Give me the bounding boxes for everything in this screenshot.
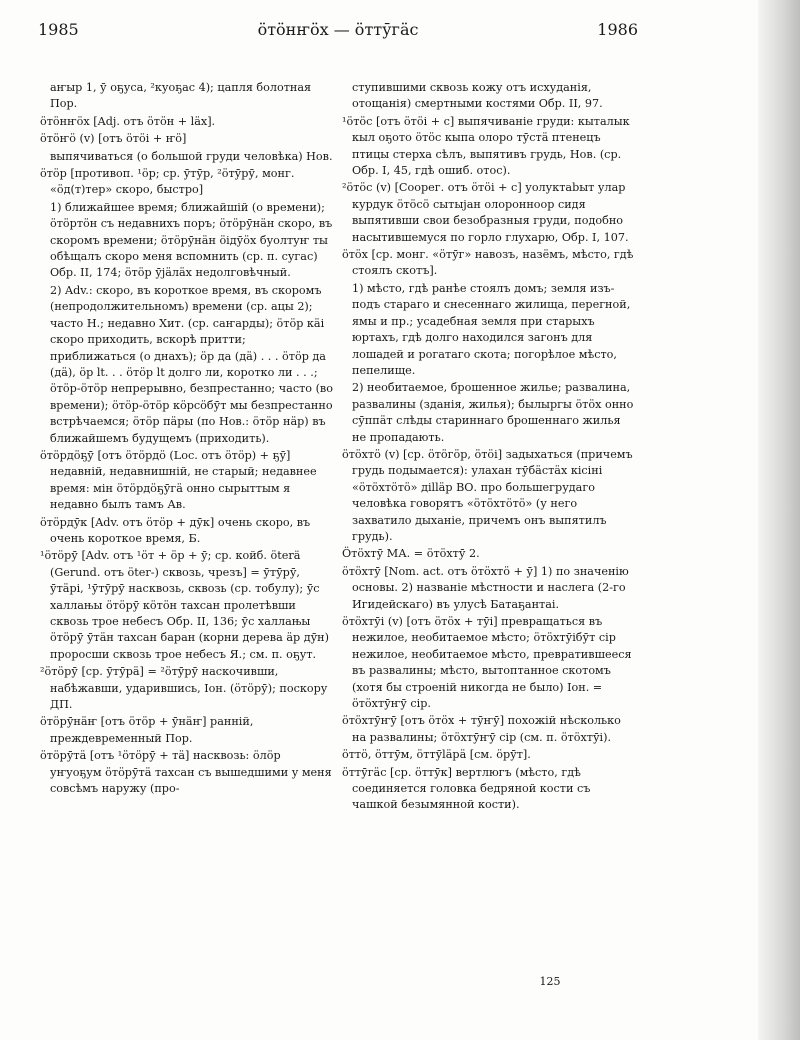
entry: ӧтӧхтӯі (v) [отъ ӧтӧх + тӯі] превращаться въ нежилое, необитаемое мѣсто; ӧтӧхтӯібӯт сір нежилое, необитаемое мѣсто, превратившееся въ развалины; мѣсто, вытоптанное скотомъ (хотя бы строеній никогда не было) Іон. = ӧтӧхтӯҥӯ сір. (342, 615, 632, 711)
entry: ӧттӯгӓс [ср. ӧттӯк] вертлюгъ (мѣсто, гдѣ соединяется головка бедряной кости съ чашкой безымянной кости). (342, 765, 591, 812)
entry: ²ӧтӧрӯ [ср. ӯтӯрӓ] = ²ӧтӯрӯ наскочивши, набѣжавши, ударившись, Іон. (ӧтӧрӯ); поскору ДП. (40, 665, 328, 712)
right-column (342, 80, 637, 815)
running-title: ӧтӧнҥӧх — ӧттӯгӓс (257, 20, 419, 39)
entry: 1) мѣсто, гдѣ ранѣе стоялъ домъ; земля изъ-подъ стараго и снесеннаго жилища, перегной, ямы и пр.; усадебная земля при старыхъ юртахъ, гдѣ долго находился загонъ для лошадей и рогатаго скота; погорѣлое мѣсто, пепелище. (352, 281, 631, 377)
entry: ²ӧтӧс (v) [Соорег. отъ ӧтӧі + с] уолуктаbыт улар курдук ӧтӧсӧ сытыјан олоронноор сидя выпятивши свои безобразныя груди, подобно насытившемуся по горло глухарю, Обр. I, 107. (342, 181, 629, 244)
page-number-left: 1985 (38, 20, 79, 39)
left-column (40, 80, 335, 798)
entry: ӧтӧх [ср. монг. «ӧтӯг» навозъ, назёмъ, мѣсто, гдѣ стоялъ скотъ]. (342, 248, 634, 278)
entry: аҥыр 1, ӯ оҕуса, ²куоҕас 4); цапля болотная Пор. (50, 81, 312, 111)
entry: ӧтӧхтӯ [Nom. act. отъ ӧтӧхтӧ + ӯ] 1) по значенію основы. 2) названіе мѣстности и наслега (2-го Игидейскаго) въ улусѣ Батаҕантаі. (342, 564, 629, 611)
entry: ступившими сквозь кожу отъ исхуданія, отощанія) смертными костями Обр. II, 97. (352, 81, 603, 111)
entry: ӧтӧрдӯк [Adv. отъ ӧтӧр + дӯк] очень скоро, въ очень короткое время, Б. (40, 515, 311, 545)
entry: Ӧтӧхтӯ МА. = ӧтӧхтӯ 2. (342, 547, 480, 561)
entry: ӧтӧрдӧҕӯ [отъ ӧтӧрдӧ (Loc. отъ ӧтӧр) + ҕӯ] недавній, недавнишній, не старый; недавнее время: мін ӧтӧрдӧҕӯгӓ онно сырыттым я недавно былъ тамъ Ав. (40, 448, 317, 512)
page-header (38, 20, 638, 48)
page-number-right: 1986 (597, 20, 638, 39)
entry: 2) Adv.: скоро, въ короткое время, въ скоромъ (непродолжительномъ) времени (ср. ацы 2); часто Н.; недавно Хит. (ср. саҥарды); ӧтӧр кӓі скоро приходить, вскорѣ притти; приближаться (о днахъ); ӧр да (дӓ) . . . ӧтӧр да (дӓ), ӧр lt. . . ӧтӧр lt долго ли, коротко ли . . .; ӧтӧр-ӧтӧр непрерывно, безпрестанно; часто (во времени); ӧтӧр-ӧтӧр кӧрсӧбӯт мы безпрестанно встрѣчаемся; ӧтӧр пӓры (по Нов.: ӧтӧр нӓр) въ ближайшемъ будущемъ (приходить). (50, 283, 333, 445)
entry: ӧтӧхтӧ (v) [ср. ӧтӧгӧр, ӧтӧі] задыхаться (причемъ грудь подымается): улахан тӯбӓстӓх кісіні «ӧтӧхтӧтӧ» діllӓр ВО. про большегрудаго человѣка говорятъ «ӧтӧхтӧтӧ» (у него захватило дыханіе, причемъ онъ выпятилъ грудь). (342, 447, 633, 543)
signature-mark: 125 (539, 975, 561, 988)
entry: 1) ближайшее время; ближайшій (о времени); ӧтӧртӧн съ недавнихъ поръ; ӧтӧрӯнӓн скоро, въ скоромъ времени; ӧтӧрӯнӓн ӧідӯӧх буолтуҥ ты обѣщалъ скоро меня вспомнить (ср. п. сугас) Обр. II, 174; ӧтӧр ӯјӓлӓх недолговѣчный. (50, 200, 333, 280)
entry: ¹ӧтӧс [отъ ӧтӧі + с] выпячиваніе груди: кыталык кыл оҕото ӧтӧс кыпа олоро тӯстӓ птенецъ птицы стерха сѣлъ, выпятивъ грудь, Нов. (ср. Обр. I, 45, гдѣ ошиб. отос). (342, 114, 630, 178)
entry: ӧтӧрӯнӓҥ [отъ ӧтӧр + ӯнӓҥ] ранній, преждевременный Пор. (40, 715, 254, 745)
entry: ӧттӧ, ӧттӯм, ӧттӯlӓрӓ [см. ӧрӯт]. (342, 748, 531, 762)
entry: выпячиваться (о большой груди человѣка) Нов. (50, 149, 333, 163)
entry: ӧтӧхтӯҥӯ [отъ ӧтӧх + тӯҥӯ] похожій нѣсколько на развалины; ӧтӧхтӯҥӯ сір (см. п. ӧтӧхтӯі). (342, 714, 621, 744)
entry: ӧтӧнҥӧх [Adj. отъ ӧтӧн + lӓх]. (40, 114, 216, 128)
entry: ӧтӧрӯтӓ [отъ ¹ӧтӧрӯ + тӓ] насквозь: ӧлӧр уҥуоҕум ӧтӧрӯтӓ тахсан съ вышедшими у меня совсѣмъ наружу (про- (40, 749, 332, 796)
entry: ¹ӧтӧрӯ [Adv. отъ ¹ӧт + ӧр + ӯ; ср. койб. ӧterä (Gerund. отъ ӧter-) сквозь, чрезъ] = ӯтӯрӯ, ӯтӓрі, ¹ӯтӯрӯ насквозь, сквозь (ср. тобулу); ӯс халлањы ӧтӧрӯ кӧтӧн тахсан пролетѣвши сквозь трое небесъ Обр. II, 136; ӯс халлањы ӧтӧрӯ ӯтӓн тахсан баран (корни дерева ӓр дӯн) проросши сквозь трое небесъ Я.; см. п. оҕут. (40, 549, 329, 661)
entry: ӧтӧҥӧ (v) [отъ ӧтӧі + ҥӧ] (40, 132, 187, 146)
entry: 2) необитаемое, брошенное жилье; развалина, развалины (зданія, жилья); былыргы ӧтӧх онно сӯппӓт слѣды стариннаго брошеннаго жилья не пропадають. (352, 381, 634, 444)
page-edge-shadow (758, 0, 800, 1040)
entry: ӧтӧр [противоп. ¹ӧр; ср. ӯтӯр, ²ӧтӯрӯ, монг. «ӧд(т)тер» скоро, быстро] (40, 167, 295, 197)
